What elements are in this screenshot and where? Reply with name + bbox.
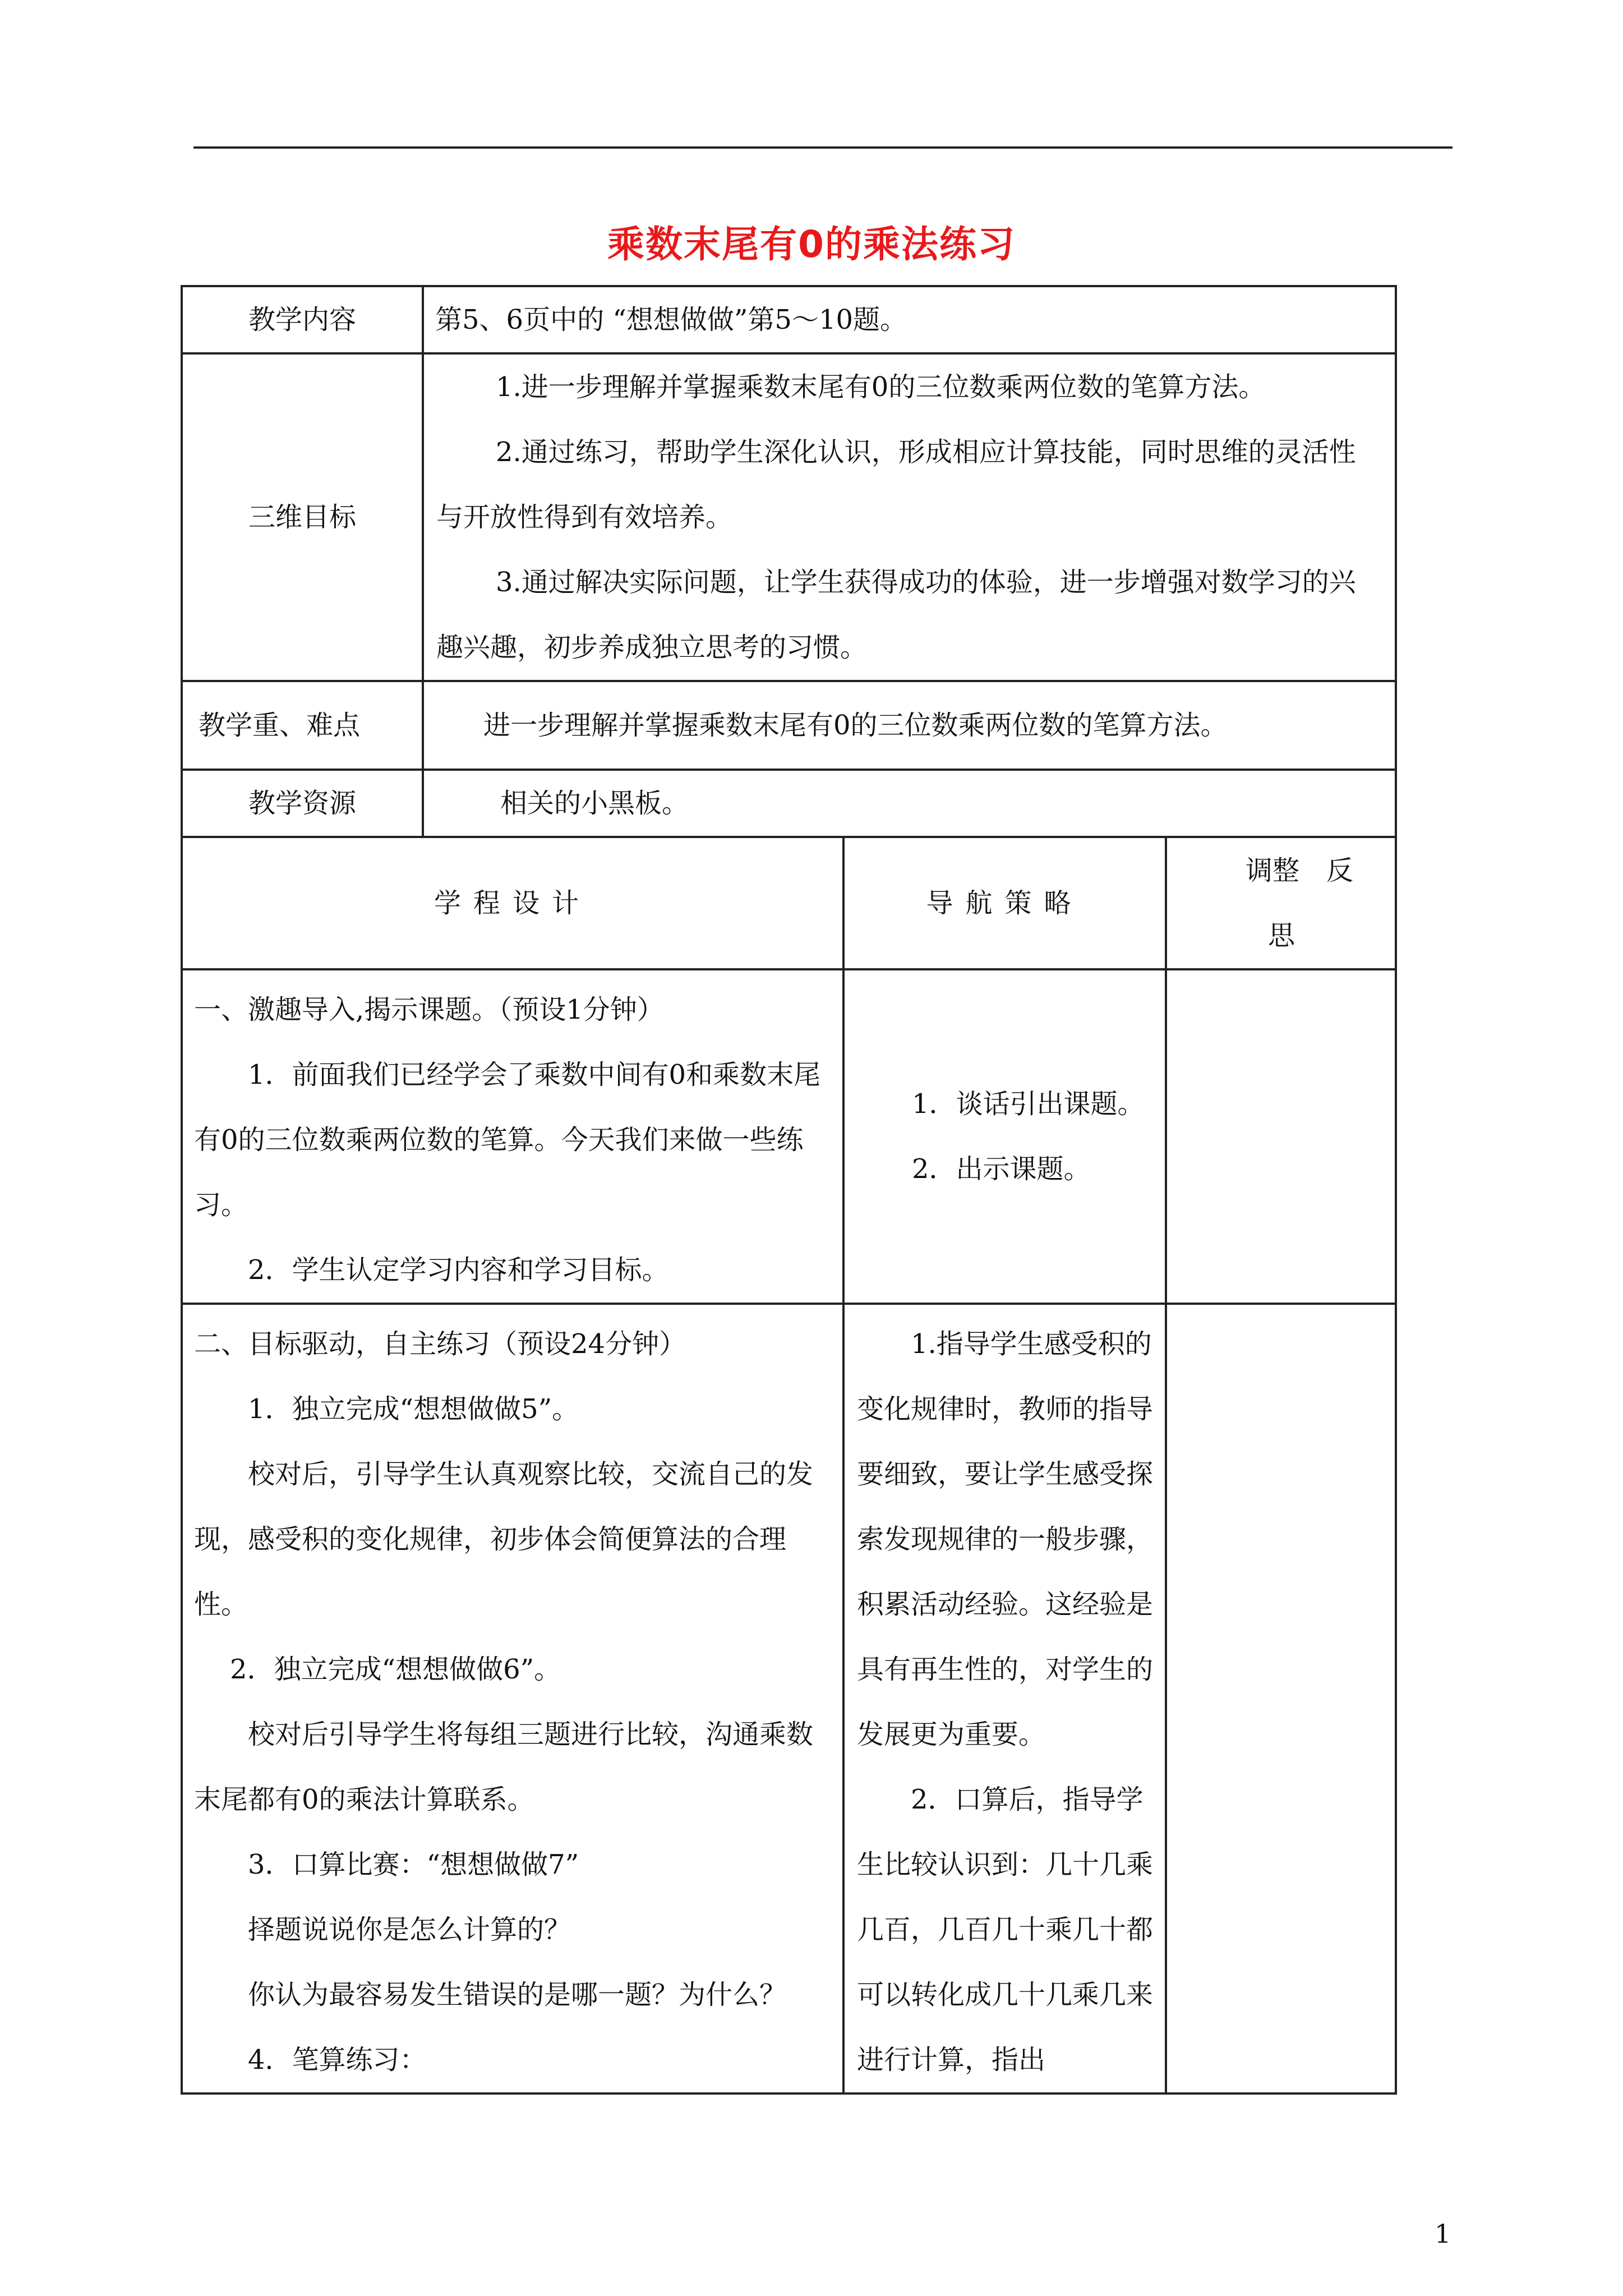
section2-nav2: 2．口算后，指导学生比较认识到：几十几乘几百，几百几十乘几十都可以转化成几十几乘几来进行计算，指出 [857, 1784, 1154, 2076]
page-number: 1 [1435, 2219, 1451, 2249]
row-section2 [182, 1304, 1396, 2093]
header-rule [193, 146, 1453, 149]
header-navigation: 导航策略 [843, 837, 1166, 969]
section2-adjust [1166, 1304, 1396, 2093]
section1-design [182, 969, 843, 1304]
section2-item3-q2: 你认为最容易发生错误的是哪一题？为什么？ [248, 1979, 787, 2010]
section1-nav2: 2．出示课题。 [912, 1153, 1091, 1185]
section1-item2: 2．学生认定学习内容和学习目标。 [248, 1254, 669, 1286]
keypoint-label: 教学重、难点 [182, 681, 423, 770]
header-adjust-line1: 调整 反 [1246, 855, 1354, 886]
page-title: 乘数末尾有0的乘法练习 [607, 223, 1016, 266]
section2-item1-desc: 校对后，引导学生认真观察比较，交流自己的发现，感受积的变化规律，初步体会简便算法的合理性。 [194, 1458, 814, 1620]
goals-cell [423, 353, 1396, 681]
row-section1 [182, 969, 1396, 1304]
goal-2: 2.通过练习，帮助学生深化认识，形成相应计算技能，同时思维的灵活性与开放性得到有效培养。 [436, 436, 1356, 533]
goals-label: 三维目标 [182, 353, 423, 681]
section1-nav1: 1．谈话引出课题。 [912, 1088, 1145, 1120]
section1-item1: 1．前面我们已经学会了乘数中间有0和乘数末尾有0的三位数乘两位数的笔算。今天我们来做一些练习。 [194, 1059, 821, 1221]
section2-item2-desc: 校对后引导学生将每组三题进行比较，沟通乘数末尾都有0的乘法计算联系。 [194, 1719, 814, 1815]
section2-design [182, 1304, 843, 2093]
section2-item1: 1．独立完成“想想做做5”。 [248, 1393, 579, 1425]
section1-navigation [843, 969, 1166, 1304]
section2-item3: 3．口算比赛：“想想做做7” [248, 1849, 579, 1880]
resource-value: 相关的小黑板。 [423, 770, 1396, 837]
content-value: 第5、6页中的 “想想做做”第5～10题。 [423, 286, 1396, 353]
section2-heading: 二、目标驱动，自主练习（预设24分钟） [194, 1328, 686, 1360]
header-adjust [1166, 837, 1396, 969]
row-keypoint [182, 681, 1396, 770]
lesson-plan-table [181, 285, 1397, 2095]
row-goals [182, 353, 1396, 681]
section2-item4: 4．笔算练习： [248, 2044, 427, 2076]
goal-3: 3.通过解决实际问题，让学生获得成功的体验，进一步增强对数学习的兴趣兴趣，初步养成独立思考的习惯。 [436, 567, 1356, 663]
header-adjust-line2: 思 [1268, 920, 1295, 951]
section1-heading: 一、激趣导入,揭示课题。（预设1分钟） [194, 994, 664, 1025]
header-design: 学程设计 [182, 837, 843, 969]
row-design-header [182, 837, 1396, 969]
section1-adjust [1166, 969, 1396, 1304]
goal-1: 1.进一步理解并掌握乘数末尾有0的三位数乘两位数的笔算方法。 [496, 371, 1266, 403]
section2-item3-q1: 择题说说你是怎么计算的？ [248, 1914, 571, 1945]
section2-nav1: 1.指导学生感受积的变化规律时，教师的指导要细致，要让学生感受探索发现规律的一般步骤，积累活动经验。这经验是具有再生性的，对学生的发展更为重要。 [857, 1328, 1154, 1750]
keypoint-value: 进一步理解并掌握乘数末尾有0的三位数乘两位数的笔算方法。 [423, 681, 1396, 770]
section2-navigation [843, 1304, 1166, 2093]
row-resource [182, 770, 1396, 837]
resource-label: 教学资源 [182, 770, 423, 837]
section2-item2: 2．独立完成“想想做做6”。 [230, 1654, 561, 1685]
content-label: 教学内容 [182, 286, 423, 353]
row-content [182, 286, 1396, 353]
